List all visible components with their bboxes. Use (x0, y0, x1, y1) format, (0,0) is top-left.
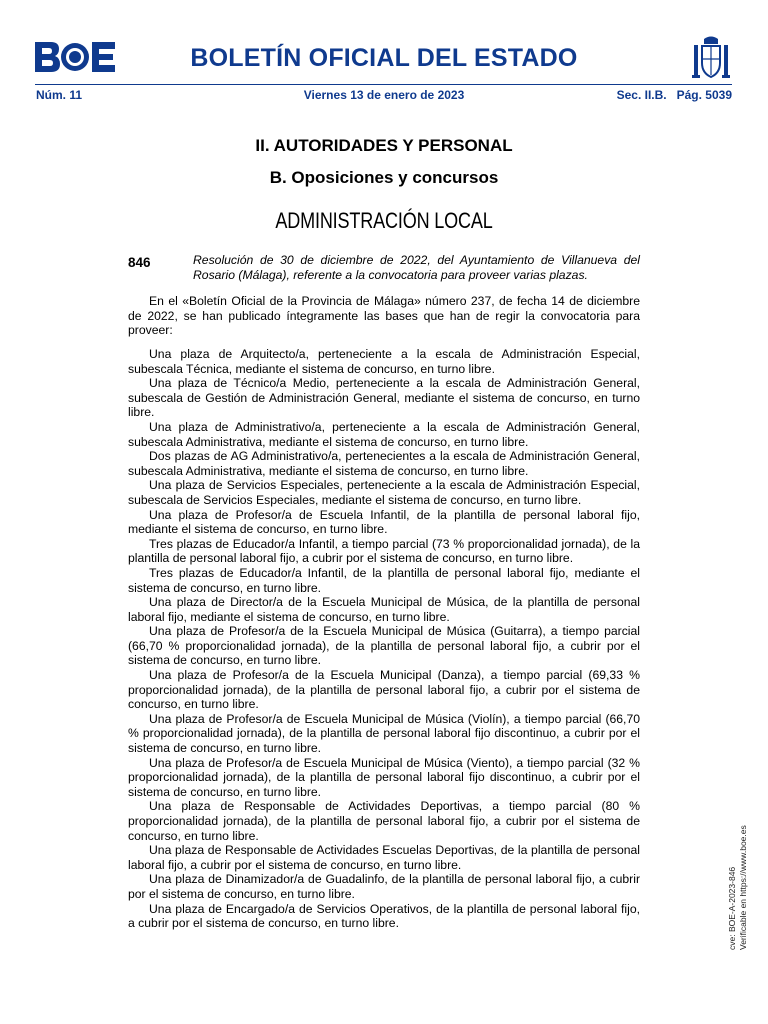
section-page (617, 88, 732, 102)
header-divider (35, 84, 732, 85)
list-item: Dos plazas de AG Administrativo/a, pertenecientes a la escala de Administración General, subescala Administrativa, mediante el sistema de concurso, en turno libre. (128, 449, 640, 478)
list-item: Una plaza de Profesor/a de Escuela Municipal de Música (Viento), a tiempo parcial (32 % proporcionalidad jornada), de la plantilla de personal laboral fijo discontinuo, a cubrir por el sistema de concurso, en turno libre. (128, 755, 640, 799)
cve-code: cve: BOE-A-2023-846 (727, 866, 737, 950)
list-item: Una plaza de Responsable de Actividades Escuelas Deportivas, de la plantilla de personal laboral fijo, a cubrir por el sistema de concurso, en turno libre. (128, 843, 640, 872)
intro-paragraph (128, 294, 640, 338)
list-item: Una plaza de Administrativo/a, perteneciente a la escala de Administración General, subescala Administrativa, mediante el sistema de concurso, en turno libre. (128, 419, 640, 449)
page-number: Pág. 5039 (676, 88, 732, 102)
list-item: Una plaza de Servicios Especiales, perteneciente a la escala de Administración Especial, subescala de Servicios Especiales, mediante el sistema de concurso, en turno libre. (128, 478, 640, 507)
intro-text: En el «Boletín Oficial de la Provincia de Málaga» número 237, de fecha 14 de diciembre de 2022, se han publicado íntegramente las bases que han de regir la convocatoria para proveer: (128, 294, 640, 338)
resolution-title: Resolución de 30 de diciembre de 2022, del Ayuntamiento de Villanueva del Rosario (Málaga), referente a la convocatoria para proveer varias plazas. (193, 253, 640, 282)
positions-list (128, 347, 640, 931)
section-code: Sec. II.B. (616, 88, 667, 102)
section-title: II. AUTORIDADES Y PERSONAL (255, 136, 513, 155)
verification-sidebar (727, 825, 749, 950)
list-item: Una plaza de Arquitecto/a, perteneciente a la escala de Administración Especial, subescala Técnica, mediante el sistema de concurso, en turno libre. (128, 347, 640, 376)
section-subtitle: B. Oposiciones y concursos (269, 168, 499, 187)
coat-of-arms-icon (690, 35, 732, 81)
list-item: Una plaza de Profesor/a de Escuela Municipal de Música (Violín), a tiempo parcial (66,70 % proporcionalidad jornada), de la plantilla de personal laboral fijo discontinuo, a cubrir por el sistema de concurso, en turno libre. (128, 711, 640, 756)
list-item: Tres plazas de Educador/a Infantil, de la plantilla de personal laboral fijo, mediante el sistema de concurso, en turno libre. (128, 565, 640, 595)
list-item: Tres plazas de Educador/a Infantil, a tiempo parcial (73 % proporcionalidad jornada), de la plantilla de personal laboral fijo, a cubrir por el sistema de concurso, en turno libre. (128, 536, 640, 566)
list-item: Una plaza de Profesor/a de la Escuela Municipal (Danza), a tiempo parcial (69,33 % proporcionalidad jornada), de la plantilla de personal laboral fijo, a cubrir por el sistema de concurso, en turno libre. (128, 668, 640, 712)
issue-date: Viernes 13 de enero de 2023 (303, 88, 465, 102)
list-item: Una plaza de Responsable de Actividades Deportivas, a tiempo parcial (80 % proporcionalidad jornada), de la plantilla de personal laboral fijo, a cubrir por el sistema de concurso, en turno libre. (128, 799, 640, 843)
publication-title: BOLETÍN OFICIAL DEL ESTADO (190, 44, 578, 72)
list-item: Una plaza de Director/a de la Escuela Municipal de Música, de la plantilla de personal laboral fijo, mediante el sistema de concurso, en turno libre. (128, 595, 640, 624)
issue-number: Núm. 11 (36, 88, 83, 102)
list-item: Una plaza de Dinamizador/a de Guadalinfo, de la plantilla de personal laboral fijo, a cubrir por el sistema de concurso, en turno libre. (128, 872, 640, 901)
list-item: Una plaza de Profesor/a de la Escuela Municipal de Música (Guitarra), a tiempo parcial (66,70 % proporcionalidad jornada), de la plantilla de personal laboral fijo, a cubrir por el sistema de concurso, en turno libre. (128, 624, 640, 668)
list-item: Una plaza de Técnico/a Medio, perteneciente a la escala de Administración General, subescala de Gestión de Administración General, mediante el sistema de concurso, en turno libre. (128, 376, 640, 420)
resolution-number: 846 (128, 255, 151, 270)
verification-link[interactable]: Verificable en https://www.boe.es (738, 825, 748, 950)
list-item: Una plaza de Profesor/a de Escuela Infantil, de la plantilla de personal laboral fijo, mediante el sistema de concurso, en turno libre. (128, 507, 640, 537)
administration-heading: ADMINISTRACIÓN LOCAL (275, 208, 493, 233)
list-item: Una plaza de Encargado/a de Servicios Operativos, de la plantilla de personal laboral fijo, a cubrir por el sistema de concurso, en turno libre. (128, 901, 640, 931)
